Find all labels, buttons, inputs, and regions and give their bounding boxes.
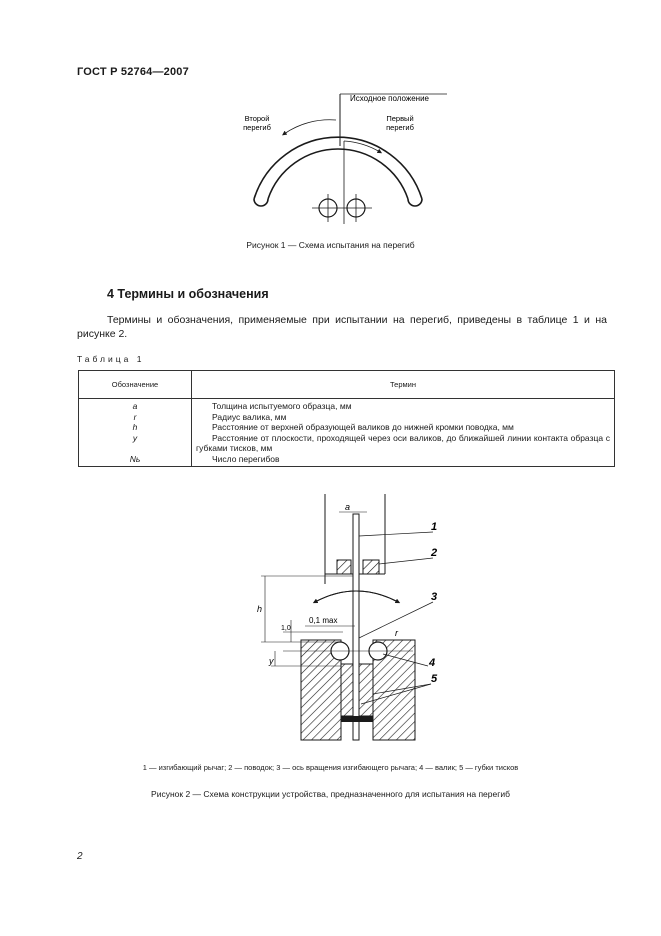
table-row — [79, 422, 615, 433]
table-term: Толщина испытуемого образца, мм — [212, 401, 352, 411]
section-paragraph: Термины и обозначения, применяемые при испытании на перегиб, приведены в таблице 1 и на рисунке 2. — [77, 314, 607, 340]
label-a: a — [345, 502, 351, 512]
section-title: 4 Термины и обозначения — [107, 287, 269, 301]
table-symbol: Nь — [79, 454, 192, 467]
figure-2-legend: 1 — изгибающий рычаг; 2 — поводок; 3 — ось вращения изгибающего рычага; 4 — валик; 5 — губки тисков — [142, 763, 519, 772]
label-1-0: 1,0 — [281, 625, 291, 632]
terms-table — [78, 370, 615, 467]
table-row — [79, 454, 615, 467]
table-term: Расстояние от плоскости, проходящей через оси валиков, до ближайшей линии контакта образца с губками тисков, мм — [196, 432, 610, 453]
figure-2-caption: Рисунок 2 — Схема конструкции устройства, предназначенного для испытания на перегиб — [151, 789, 510, 799]
table-term: Радиус валика, мм — [212, 411, 287, 422]
table-symbol: h — [79, 422, 192, 433]
figure-1-caption: Рисунок 1 — Схема испытания на перегиб — [246, 240, 415, 250]
callout-5: 5 — [431, 673, 438, 685]
table-row — [79, 399, 615, 412]
label-second-bend-2: перегиб — [243, 123, 271, 132]
document-header: ГОСТ Р 52764—2007 — [77, 66, 189, 78]
label-first-bend-2: перегиб — [386, 123, 414, 132]
table-header-term: Термин — [192, 371, 615, 399]
label-initial-position: Исходное положение — [350, 94, 429, 103]
page-number: 2 — [77, 851, 83, 862]
table-term: Число перегибов — [212, 453, 280, 464]
table-symbol: a — [79, 399, 192, 412]
table-symbol: r — [79, 412, 192, 423]
figure-2-device-scheme — [243, 494, 448, 752]
label-r: r — [395, 628, 398, 638]
callout-3: 3 — [431, 591, 438, 603]
figure-1-bend-scheme — [232, 86, 457, 236]
table-symbol: y — [79, 433, 192, 454]
callout-1: 1 — [431, 521, 438, 533]
table-row — [79, 433, 615, 454]
table-term: Расстояние от верхней образующей валиков до нижней кромки поводка, мм — [212, 422, 514, 432]
table-row — [79, 412, 615, 423]
label-h: h — [257, 604, 263, 614]
label-second-bend-1: Второй — [244, 114, 270, 123]
label-y: y — [269, 656, 274, 666]
label-first-bend-1: Первый — [386, 114, 414, 123]
table-caption: Таблица 1 — [77, 354, 145, 364]
callout-4: 4 — [429, 657, 436, 669]
label-0-1-max: 0,1 max — [309, 616, 338, 625]
callout-2: 2 — [431, 547, 438, 559]
table-header-symbol: Обозначение — [79, 371, 192, 399]
